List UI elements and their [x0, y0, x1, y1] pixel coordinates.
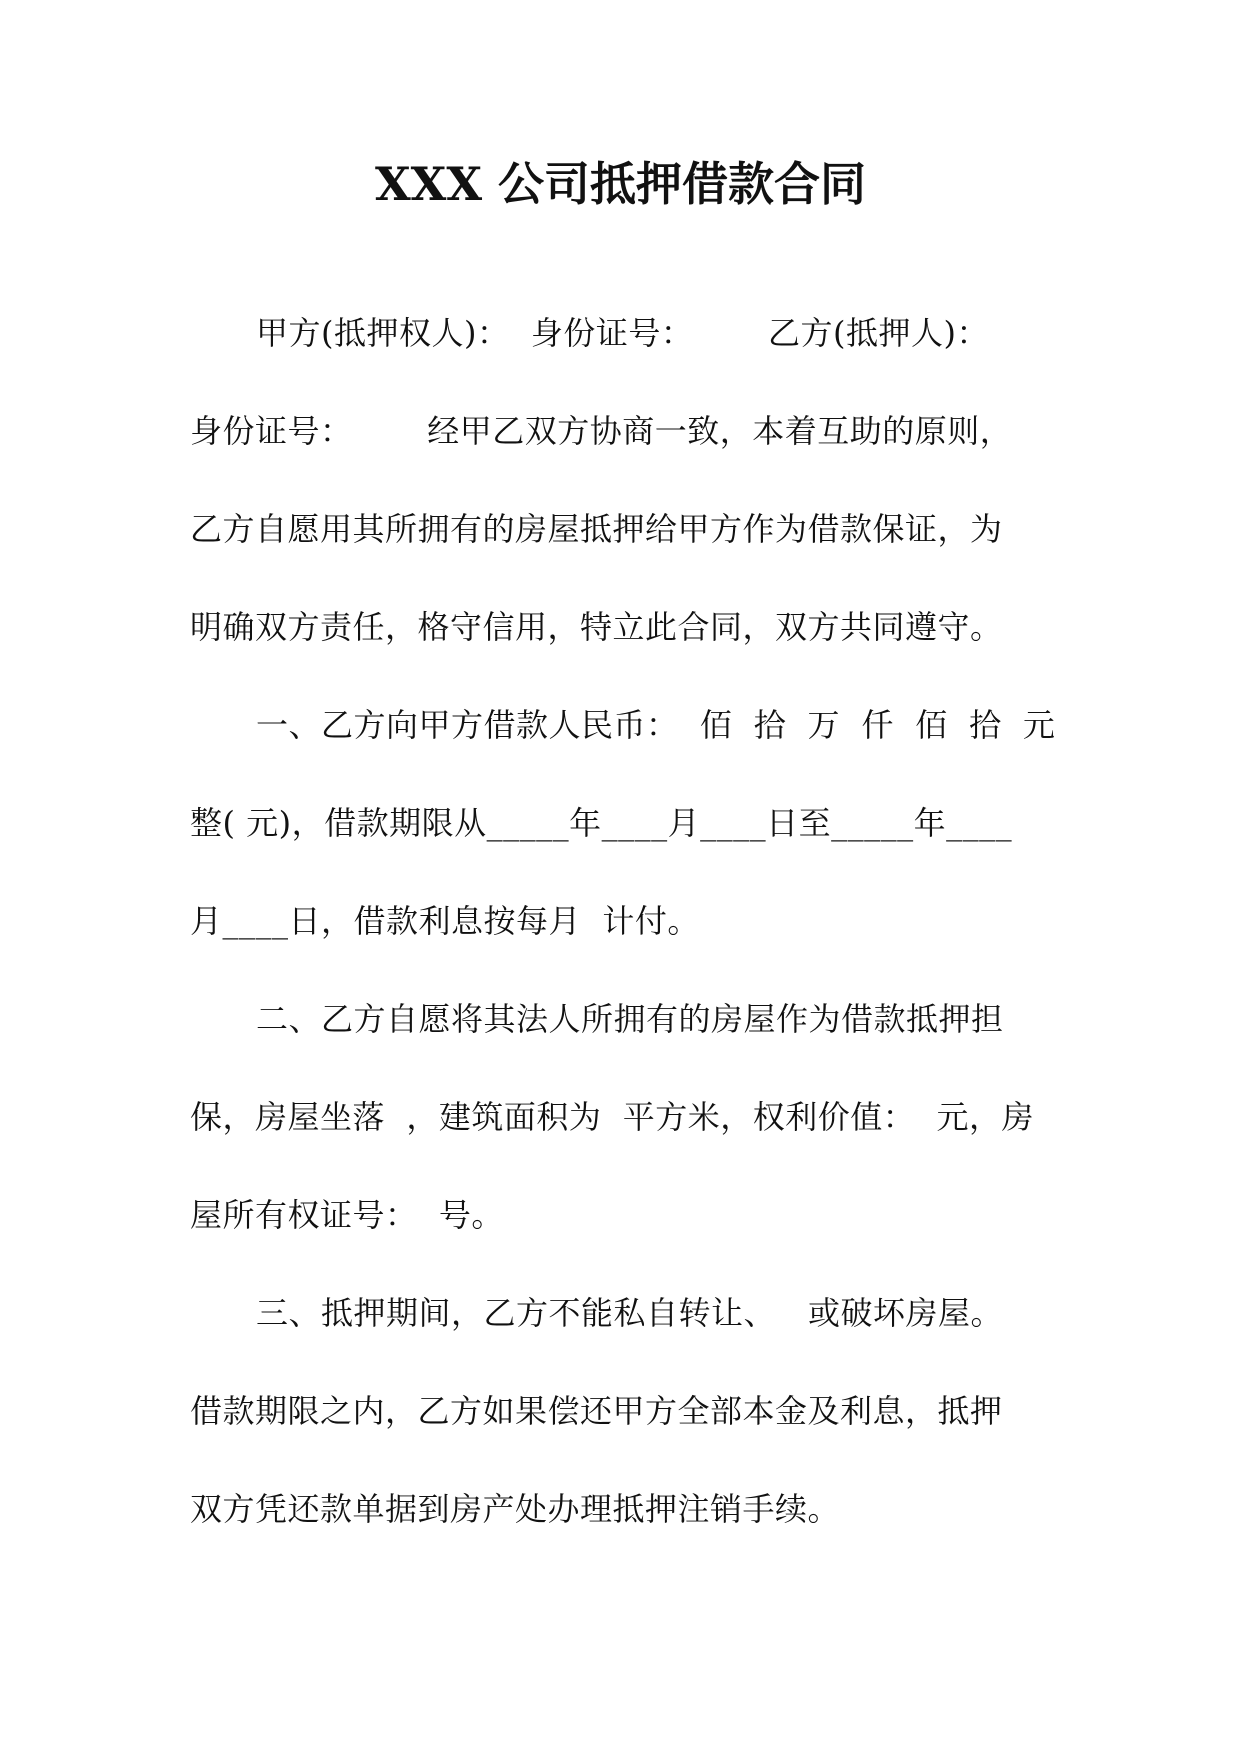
clause-2-line-2: 保，房屋坐落 ，建筑面积为 平方米，权利价值： 元，房 [190, 1098, 1035, 1136]
body-line-4: 明确双方责任，格守信用，特立此合同，双方共同遵守。 [190, 608, 1003, 646]
clause-1-line-1: 一、乙方向甲方借款人民币： 佰 拾 万 仟 佰 拾 元 [256, 706, 1056, 744]
clause-1-line-2: 整( 元)，借款期限从_____年____月____日至_____年____ [190, 804, 1013, 842]
body-line-1: 甲方(抵押权人)： 身份证号： 乙方(抵押人)： [256, 314, 989, 352]
clause-2-line-3: 屋所有权证号： 号。 [190, 1196, 504, 1234]
clause-3-line-2: 借款期限之内，乙方如果偿还甲方全部本金及利息，抵押 [190, 1392, 1003, 1430]
clause-3-line-1: 三、抵押期间，乙方不能私自转让、 或破坏房屋。 [256, 1294, 1004, 1332]
clause-3-line-3: 双方凭还款单据到房产处办理抵押注销手续。 [190, 1490, 841, 1528]
clause-2-line-1: 二、乙方自愿将其法人所拥有的房屋作为借款抵押担 [256, 1000, 1004, 1038]
clause-1-line-3: 月____日，借款利息按每月 计付。 [190, 902, 700, 940]
body-line-2: 身份证号： 经甲乙双方协商一致，本着互助的原则， [190, 412, 1013, 450]
document-title: XXX 公司抵押借款合同 [374, 157, 867, 211]
body-line-3: 乙方自愿用其所拥有的房屋抵押给甲方作为借款保证，为 [190, 510, 1003, 548]
